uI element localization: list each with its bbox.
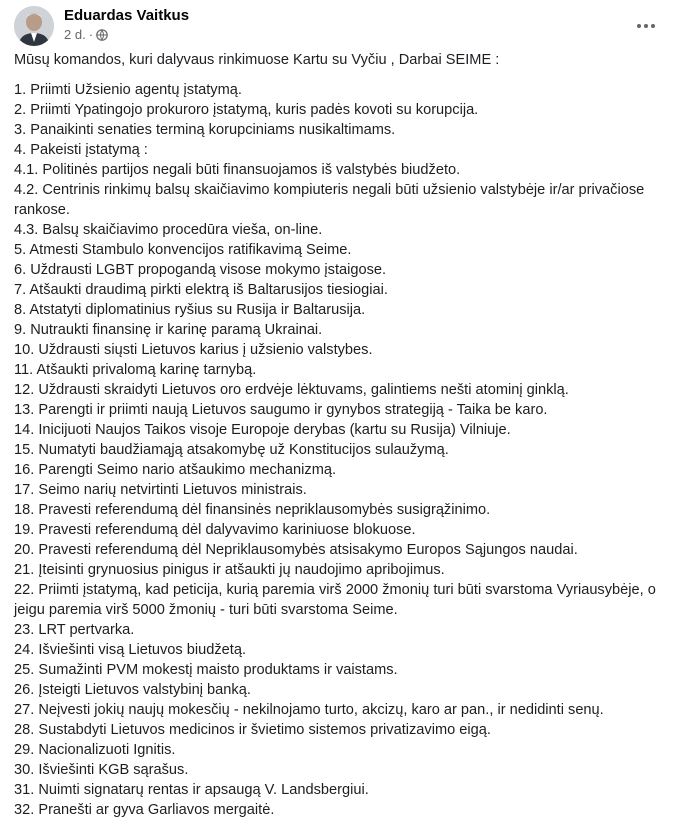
list-item: 2. Priimti Ypatingojo prokuroro įstatymą, kuris padės kovoti su korupcija.: [14, 102, 479, 118]
list-item: 31. Nuimti signatarų rentas ir apsaugą V. Landsbergiui.: [14, 782, 369, 798]
list-item: 17. Seimo narių netvirtinti Lietuvos ministrais.: [14, 482, 307, 498]
list-item: 30. Išviešinti KGB sąrašus.: [14, 762, 189, 778]
list-item: 23. LRT pertvarka.: [14, 622, 135, 638]
list-item: 32. Pranešti ar gyva Garliavos mergaitė.: [14, 802, 275, 818]
list-item: 26. Įsteigti Lietuvos valstybinį banką.: [14, 682, 251, 698]
list-item: 5. Atmesti Stambulo konvencijos ratifikavimą Seime.: [14, 242, 352, 258]
list-item: 19. Pravesti referendumą dėl dalyvavimo kariniuose blokuose.: [14, 522, 416, 538]
list-item: 22. Priimti įstatymą, kad peticija, kurią paremia virš 2000 žmonių turi būti svarstoma Vyriausybėje, o jeigu paremia virš 5000 žmonių - turi būti svarstoma Seime.: [14, 582, 656, 618]
list-item: 4.2. Centrinis rinkimų balsų skaičiavimo kompiuteris negali būti užsienio valstybėje ir/ar privačiose rankose.: [14, 182, 645, 218]
list-item: 13. Parengti ir priimti naują Lietuvos saugumo ir gynybos strategiją - Taika be karo.: [14, 402, 548, 418]
list-item: 8. Atstatyti diplomatinius ryšius su Rusija ir Baltarusija.: [14, 302, 366, 318]
post-header: [14, 6, 664, 46]
list-item: 15. Numatyti baudžiamąją atsakomybę už Konstitucijos sulaužymą.: [14, 442, 449, 458]
list-item: 7. Atšaukti draudimą pirkti elektrą iš Baltarusijos tiesiogiai.: [14, 282, 388, 298]
list-item: 6. Uždrausti LGBT propogandą visose mokymo įstaigose.: [14, 262, 387, 278]
post-list: [14, 80, 664, 820]
list-item: 16. Parengti Seimo nario atšaukimo mechanizmą.: [14, 462, 337, 478]
author-name[interactable]: Eduardas Vaitkus: [64, 7, 190, 24]
list-item: 24. Išviešinti visą Lietuvos biudžetą.: [14, 642, 247, 658]
post-meta: [64, 27, 108, 42]
avatar[interactable]: [14, 6, 54, 46]
meta-separator: ·: [88, 27, 94, 42]
list-item: 11. Atšaukti privalomą karinę tarnybą.: [14, 362, 257, 378]
list-item: 9. Nutraukti finansinę ir karinę paramą Ukrainai.: [14, 322, 323, 338]
list-item: 25. Sumažinti PVM mokestį maisto produktams ir vaistams.: [14, 662, 398, 678]
list-item: 21. Įteisinti grynuosius pinigus ir atšaukti jų naudojimo apribojimus.: [14, 562, 445, 578]
list-item: 28. Sustabdyti Lietuvos medicinos ir švietimo sistemos privatizavimo eigą.: [14, 722, 491, 738]
list-item: 10. Uždrausti siųsti Lietuvos karius į užsienio valstybes.: [14, 342, 373, 358]
list-item: 1. Priimti Užsienio agentų įstatymą.: [14, 82, 242, 98]
post-time[interactable]: 2 d.: [64, 27, 86, 42]
list-item: 12. Uždrausti skraidyti Lietuvos oro erdvėje lėktuvams, galintiems nešti atominį ginklą.: [14, 382, 569, 398]
list-item: 4. Pakeisti įstatymą :: [14, 142, 148, 158]
list-item: 14. Inicijuoti Naujos Taikos visoje Europoje derybas (kartu su Rusija) Vilniuje.: [14, 422, 511, 438]
more-options-icon[interactable]: [630, 10, 662, 42]
list-item: 4.3. Balsų skaičiavimo procedūra vieša, on-line.: [14, 222, 323, 238]
globe-icon: [96, 29, 108, 41]
post-intro: Mūsų komandos, kuri dalyvaus rinkimuose Kartu su Vyčiu , Darbai SEIME :: [14, 52, 500, 68]
list-item: 3. Panaikinti senaties terminą korupciniams nusikaltimams.: [14, 122, 396, 138]
list-item: 18. Pravesti referendumą dėl finansinės nepriklausomybės susigrąžinimo.: [14, 502, 491, 518]
list-item: 27. Neįvesti jokių naujų mokesčių - nekilnojamo turto, akcizų, karo ar pan., ir nedidinti senų.: [14, 702, 604, 718]
list-item: 20. Pravesti referendumą dėl Nepriklausomybės atsisakymo Europos Sąjungos naudai.: [14, 542, 578, 558]
post-body: [14, 50, 664, 820]
list-item: 29. Nacionalizuoti Ignitis.: [14, 742, 176, 758]
list-item: 4.1. Politinės partijos negali būti finansuojamos iš valstybės biudžeto.: [14, 162, 461, 178]
